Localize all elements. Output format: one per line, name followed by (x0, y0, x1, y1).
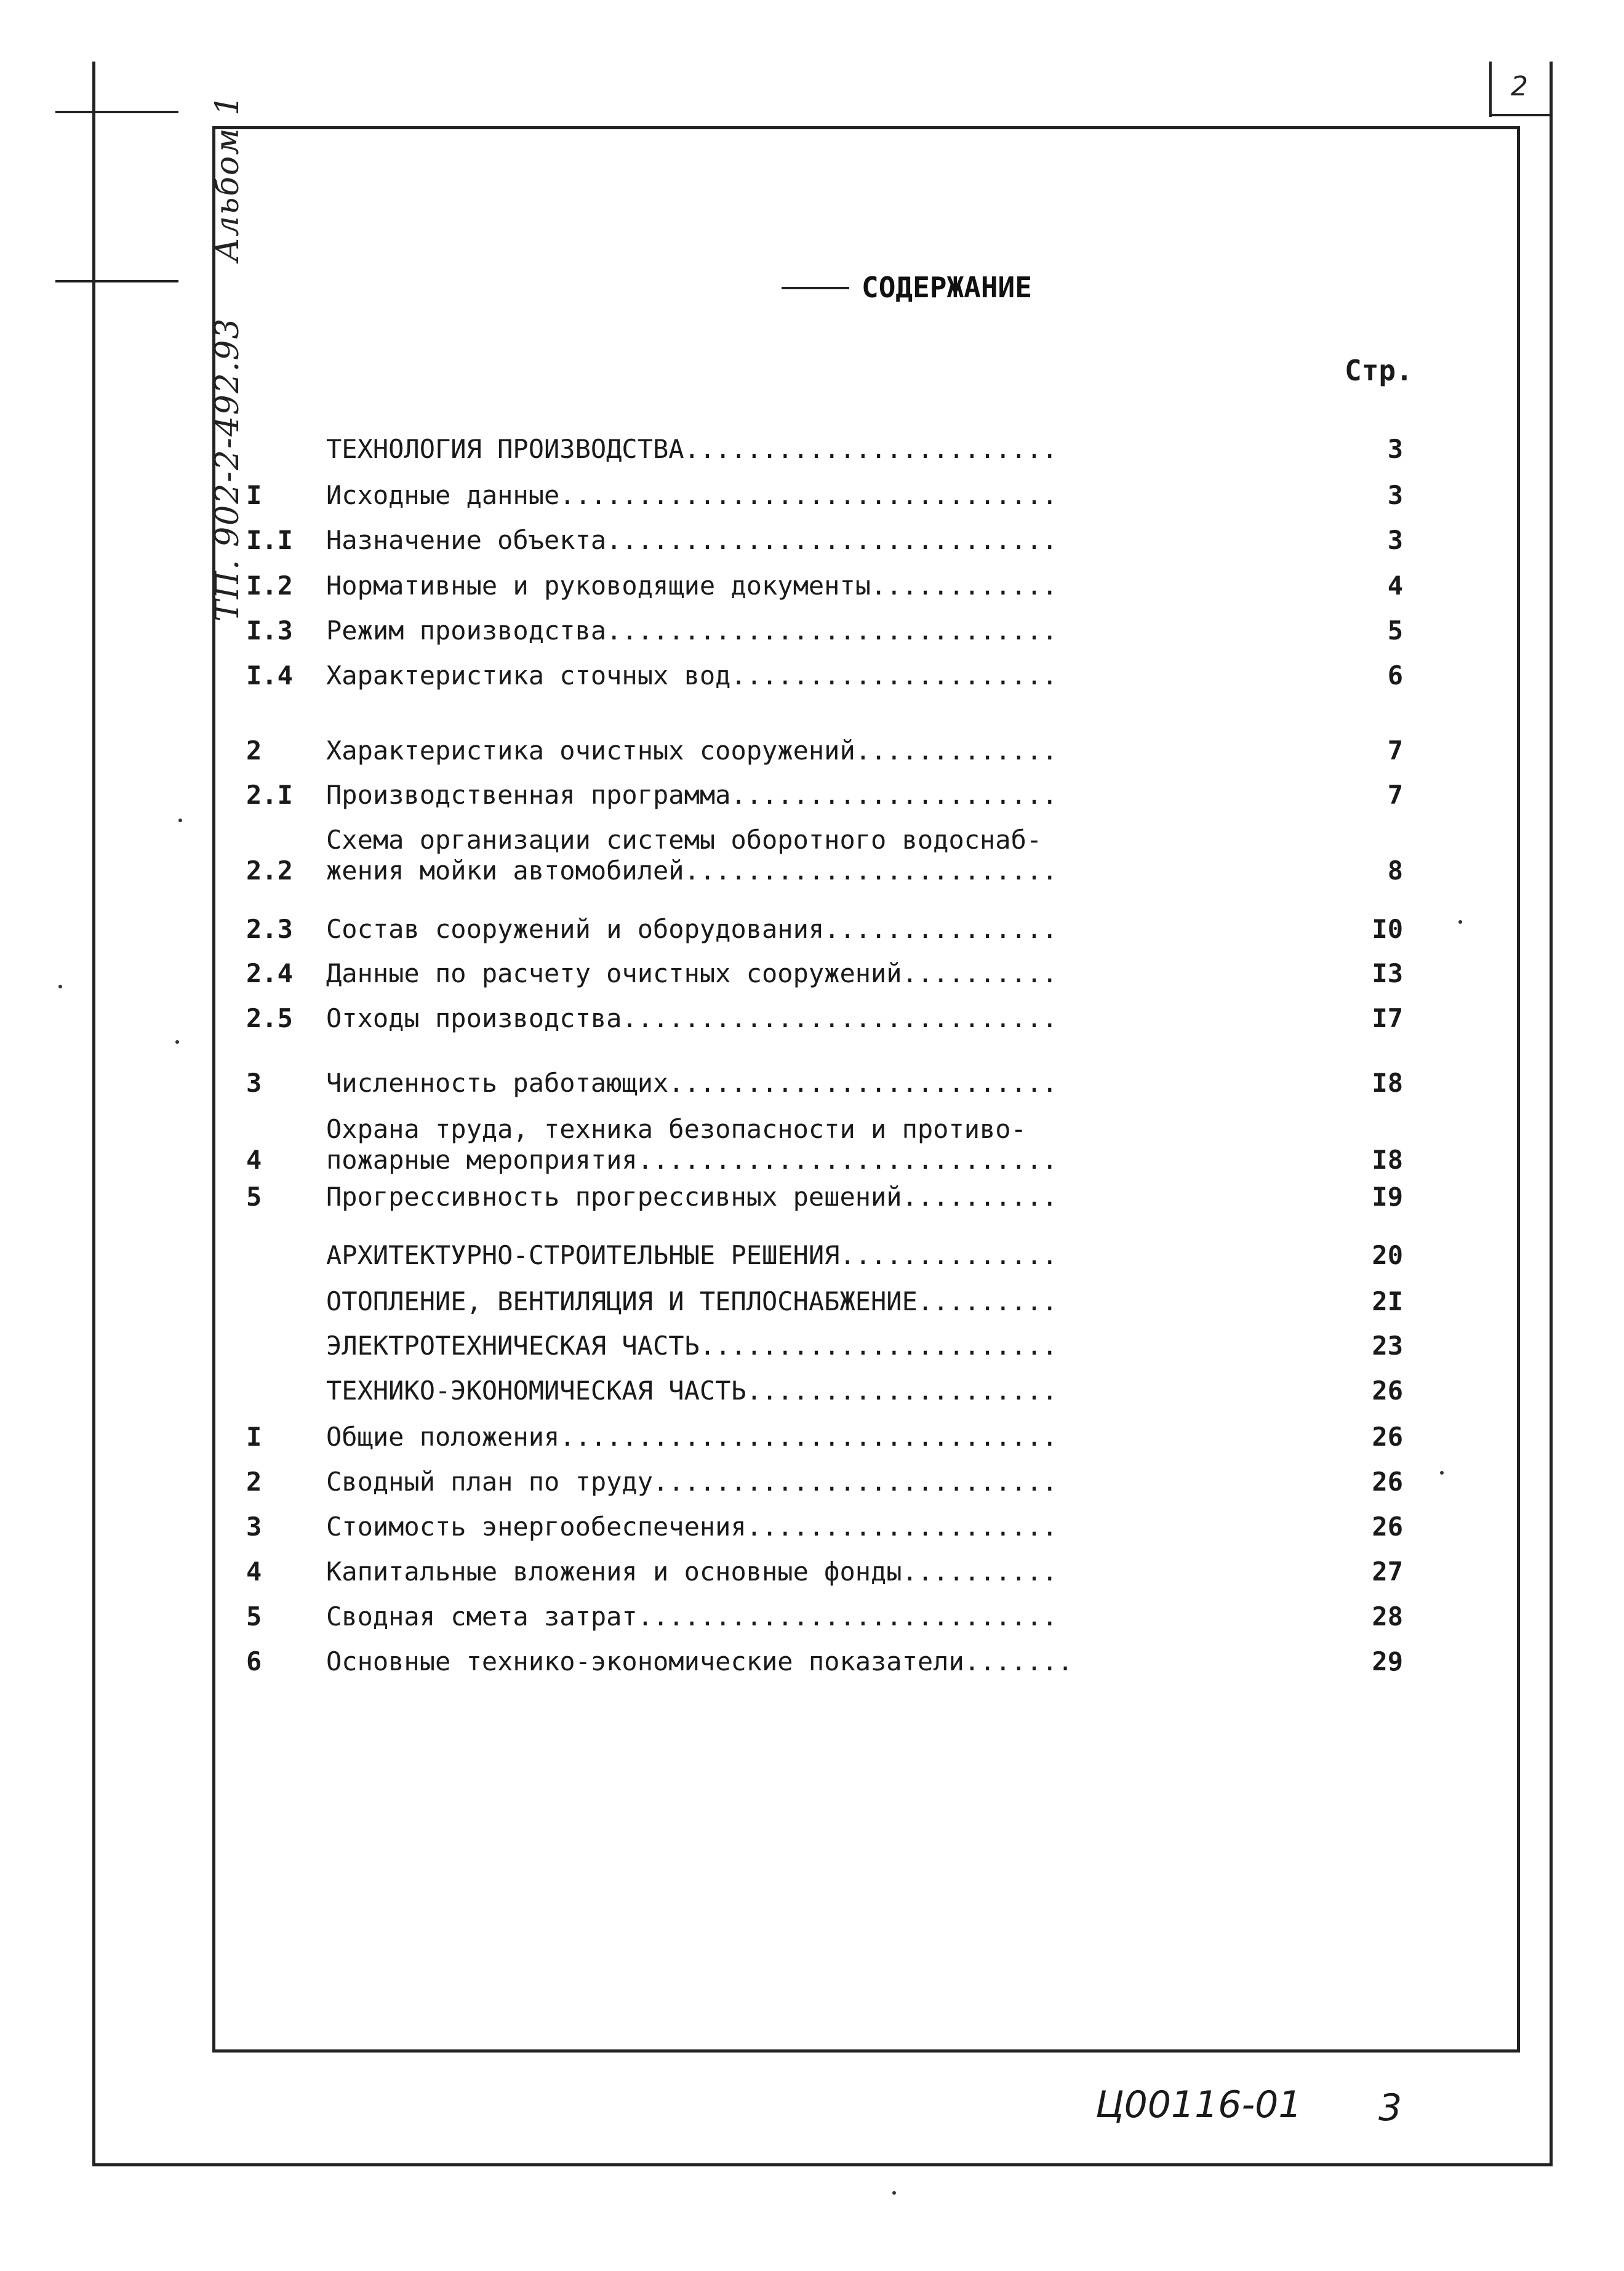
toc-entry-label (326, 1646, 1298, 1677)
toc-entry-label-line: Общие положения................................ (326, 1422, 1058, 1452)
toc-entry-number (246, 434, 326, 465)
toc-entry (246, 780, 1403, 811)
toc-entry (246, 1286, 1403, 1317)
toc-entry (246, 1512, 1403, 1542)
toc-entry-label (326, 958, 1298, 989)
toc-entry-number: I.4 (246, 660, 293, 691)
toc-entry-number: I.I (246, 525, 293, 555)
toc-entry (246, 958, 1403, 989)
toc-entry-label-line: Производственная программа..................... (326, 780, 1058, 810)
footer-document-code: Ц00116-01 (1095, 2083, 1302, 2126)
toc-entry-page: 23 (1372, 1331, 1403, 1361)
toc-entry-number: 6 (246, 1646, 262, 1676)
scan-speck (175, 1040, 179, 1044)
toc-entry-page: 26 (1372, 1467, 1403, 1497)
toc-entry-page: 26 (1372, 1422, 1403, 1452)
outer-bottom-rule (92, 2163, 1551, 2166)
toc-entry-page: 28 (1372, 1601, 1403, 1632)
toc-entry-page: 29 (1372, 1646, 1403, 1676)
toc-entry-label-line: ТЕХНОЛОГИЯ ПРОИЗВОДСТВА........................ (326, 434, 1058, 464)
toc-entry-page: 5 (1387, 615, 1403, 646)
toc-entry-label (326, 1376, 1298, 1406)
footer-page-number: 3 (1378, 2086, 1402, 2129)
toc-entry-label-line: Капитальные вложения и основные фонды.......... (326, 1556, 1058, 1587)
toc-entry-label-line: Назначение объекта............................. (326, 525, 1058, 555)
toc-entry-number: 2.2 (246, 855, 293, 886)
toc-entry (246, 1331, 1403, 1361)
page-title: СОДЕРЖАНИЕ (862, 271, 1032, 304)
toc-entry-number: I (246, 480, 262, 510)
toc-entry-label-line: Прогрессивность прогрессивных решений.......... (326, 1182, 1058, 1212)
scan-speck (1458, 920, 1462, 924)
outer-left-rule (92, 62, 95, 2166)
toc-entry-label (326, 1467, 1298, 1497)
toc-entry (246, 1422, 1403, 1452)
toc-entry-label (326, 571, 1298, 601)
toc-entry-number: 4 (246, 1556, 262, 1587)
toc-entry-number: 2 (246, 1467, 262, 1497)
toc-entry-number: I.3 (246, 615, 293, 646)
toc-entry-number: 2.4 (246, 958, 293, 988)
scan-speck (892, 2191, 896, 2195)
toc-entry-label-line: ОТОПЛЕНИЕ, ВЕНТИЛЯЦИЯ И ТЕПЛОСНАБЖЕНИЕ......... (326, 1286, 1058, 1316)
toc-entry-label-line: ТЕХНИКО-ЭКОНОМИЧЕСКАЯ ЧАСТЬ.................... (326, 1376, 1058, 1406)
toc-entry (246, 1068, 1403, 1099)
toc-entry-label (326, 780, 1298, 811)
toc-entry-label-line: Основные технико-экономические показатели....... (326, 1646, 1073, 1676)
toc-entry-label-line: Схема организации системы оборотного водоснаб- (326, 825, 1042, 855)
toc-entry-label (326, 1068, 1298, 1099)
toc-entry-label (326, 434, 1298, 465)
toc-entry-label-line: Отходы производства............................ (326, 1003, 1058, 1033)
toc-entry-number: 5 (246, 1601, 262, 1632)
toc-entry-label (326, 480, 1298, 511)
corner-page-number: 2 (1511, 71, 1528, 102)
toc-entry (246, 1003, 1403, 1034)
toc-entry-label (326, 615, 1298, 646)
toc-entry-number: I.2 (246, 571, 293, 601)
toc-entry (246, 1376, 1403, 1406)
toc-entry (246, 571, 1403, 601)
toc-entry (246, 480, 1403, 511)
outer-right-rule (1550, 62, 1553, 2166)
scan-speck (1440, 1471, 1444, 1475)
toc-entry-page: 26 (1372, 1376, 1403, 1406)
toc-entry-number: 2.3 (246, 914, 293, 944)
side-stamp-album: Альбом 1 (209, 94, 246, 262)
toc-entry-label (326, 1601, 1298, 1632)
toc-entry-page: 26 (1372, 1512, 1403, 1542)
toc-entry-label (326, 1182, 1298, 1212)
toc-entry-number (246, 1376, 326, 1406)
toc-entry-label (326, 914, 1298, 945)
toc-entry (246, 615, 1403, 646)
toc-entry-label-line: Режим производства............................. (326, 615, 1058, 646)
toc-entry-page: I3 (1372, 958, 1403, 988)
toc-entry-page: I0 (1372, 914, 1403, 944)
toc-entry-label (326, 1114, 1298, 1176)
toc-entry-label-line: Сводный план по труду.......................... (326, 1467, 1058, 1497)
toc-entry-label (326, 1240, 1298, 1271)
toc-entry-number: 5 (246, 1182, 262, 1212)
toc-entry-page: 7 (1387, 780, 1403, 810)
toc-entry (246, 825, 1403, 886)
toc-entry-page: 7 (1387, 735, 1403, 766)
toc-entry-page: 3 (1387, 480, 1403, 510)
toc-entry (246, 660, 1403, 691)
toc-entry-label (326, 825, 1298, 886)
toc-entry-label (326, 1331, 1298, 1361)
toc-entry-label-line: ЭЛЕКТРОТЕХНИЧЕСКАЯ ЧАСТЬ....................... (326, 1331, 1058, 1361)
outer-top-tick-left (55, 111, 178, 113)
toc-entry (246, 1646, 1403, 1677)
toc-entry (246, 1240, 1403, 1271)
toc-entry (246, 1114, 1403, 1176)
toc-entry-page: I7 (1372, 1003, 1403, 1033)
toc-entry (246, 1182, 1403, 1212)
toc-entry-label-line: Нормативные и руководящие документы............ (326, 571, 1058, 601)
toc-entry-page: 20 (1372, 1240, 1403, 1270)
toc-entry-label (326, 1422, 1298, 1452)
outer-top-tick-right (1489, 114, 1551, 116)
toc-entry-label-line: Характеристика сточных вод..................... (326, 660, 1058, 691)
toc-entry (246, 434, 1403, 465)
side-tick (55, 280, 178, 282)
toc-entry-number: I (246, 1422, 262, 1452)
toc-entry-label-line: жения мойки автомобилей........................ (326, 855, 1058, 886)
toc-entry-number (246, 1331, 326, 1361)
toc-entry-label (326, 1512, 1298, 1542)
scan-speck (58, 985, 62, 988)
toc-entry-label-line: АРХИТЕКТУРНО-СТРОИТЕЛЬНЫЕ РЕШЕНИЯ.............. (326, 1240, 1058, 1270)
toc-entry-number (246, 1286, 326, 1317)
toc-entry-number: 3 (246, 1068, 262, 1098)
toc-entry-label-line: Охрана труда, техника безопасности и противо- (326, 1114, 1026, 1144)
toc-entry-page: I8 (1372, 1145, 1403, 1175)
toc-entry-number: 3 (246, 1512, 262, 1542)
toc-entry-label-line: пожарные мероприятия........................... (326, 1145, 1058, 1175)
toc-entry-page: 3 (1387, 434, 1403, 464)
toc-entry (246, 1556, 1403, 1587)
toc-entry (246, 525, 1403, 556)
toc-entry-label-line: Стоимость энергообеспечения.................... (326, 1512, 1058, 1542)
toc-entry-page: 6 (1387, 660, 1403, 691)
toc-entry (246, 914, 1403, 945)
toc-entry (246, 1601, 1403, 1632)
side-stamp (209, 94, 246, 622)
toc-entry-label-line: Состав сооружений и оборудования............... (326, 914, 1058, 944)
toc-entry-label (326, 735, 1298, 766)
page-column-header: Стр. (1345, 354, 1413, 387)
toc-entry-number (246, 1240, 326, 1271)
side-stamp-code: ТП. 902-2-492.93 (209, 317, 246, 622)
toc-entry (246, 1467, 1403, 1497)
toc-entry-label-line: Характеристика очистных сооружений............. (326, 735, 1058, 766)
toc-entry-page: I9 (1372, 1182, 1403, 1212)
toc-entry-label (326, 1556, 1298, 1587)
scan-speck (178, 819, 182, 822)
toc-entry-page: 4 (1387, 571, 1403, 601)
toc-entry-number: 2.5 (246, 1003, 293, 1033)
toc-entry-page: 8 (1387, 855, 1403, 886)
toc-entry-number: 2 (246, 735, 262, 766)
toc-entry-label-line: Данные по расчету очистных сооружений.......... (326, 958, 1058, 988)
corner-box-rule (1489, 62, 1492, 117)
toc-entry-page: 3 (1387, 525, 1403, 555)
toc-entry-label (326, 1286, 1298, 1317)
toc-entry-label-line: Исходные данные................................ (326, 480, 1058, 510)
toc-entry-label-line: Численность работающих......................... (326, 1068, 1058, 1098)
toc-entry-page: 27 (1372, 1556, 1403, 1587)
toc-entry-number: 4 (246, 1145, 262, 1175)
toc-entry-label-line: Сводная смета затрат........................... (326, 1601, 1058, 1632)
toc-entry (246, 735, 1403, 766)
toc-entry-number: 2.I (246, 780, 293, 810)
toc-entry-label (326, 660, 1298, 691)
toc-entry-label (326, 525, 1298, 556)
toc-entry-label (326, 1003, 1298, 1034)
toc-entry-page: 2I (1372, 1286, 1403, 1316)
toc-entry-page: I8 (1372, 1068, 1403, 1098)
